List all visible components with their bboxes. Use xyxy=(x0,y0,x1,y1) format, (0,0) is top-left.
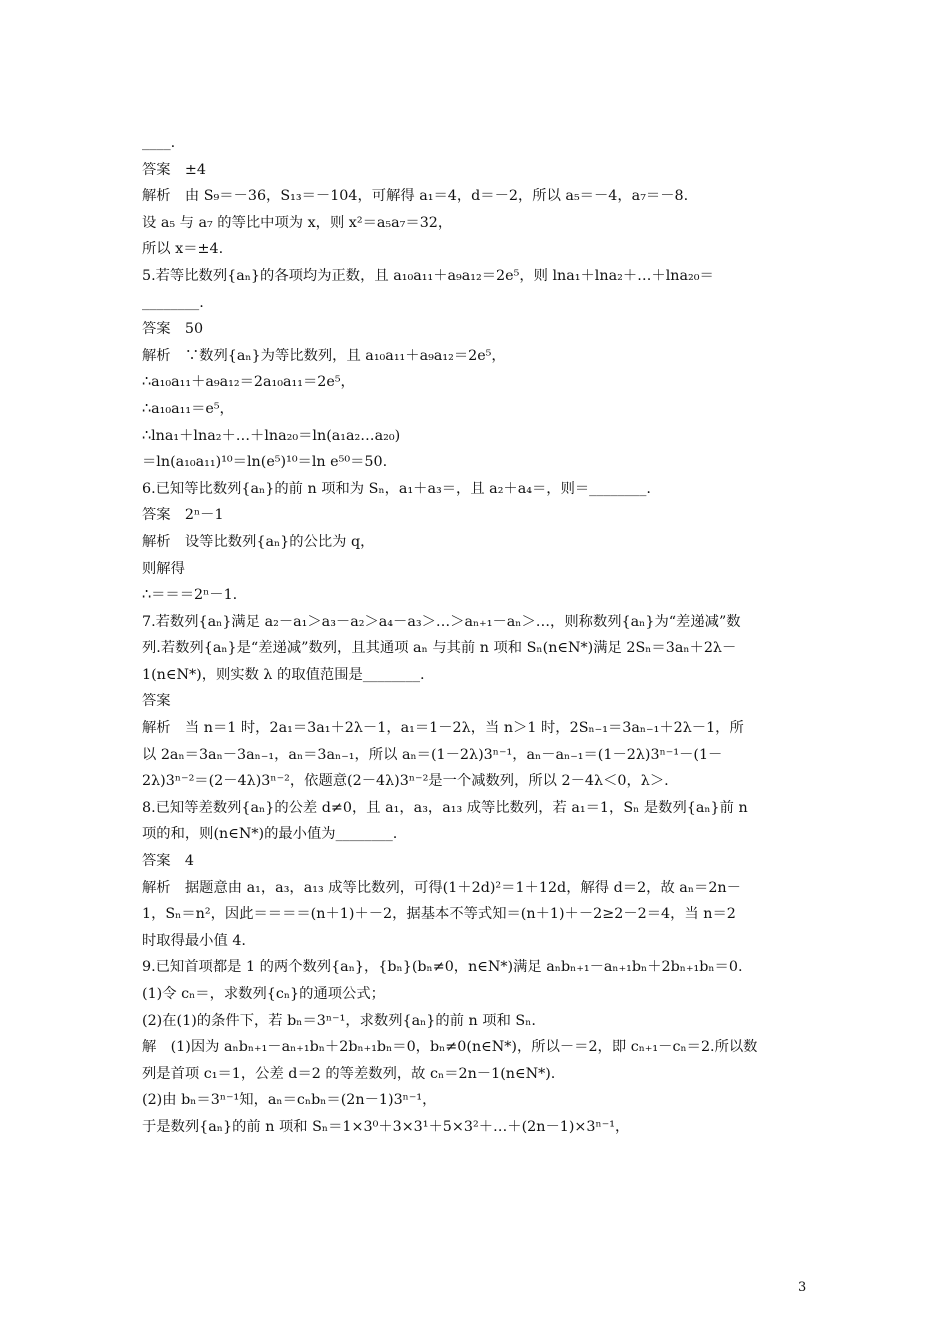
analysis-line: 解析 ∵数列{aₙ}为等比数列，且 a₁₀a₁₁＋a₉a₁₂＝2e⁵， xyxy=(142,347,506,364)
text-line: 于是数列{aₙ}的前 n 项和 Sₙ＝1×3⁰＋3×3¹＋5×3²＋…＋(2n－1)×3ⁿ⁻¹， xyxy=(142,1118,630,1135)
analysis-line: 解析 由 S₉＝－36，S₁₃＝－104，可解得 a₁＝4，d＝－2，所以 a₅＝－4，a₇＝－8. xyxy=(142,188,689,205)
text-line: ∴＝＝＝2ⁿ－1. xyxy=(142,587,238,604)
text-line: 以 2aₙ＝3aₙ－3aₙ₋₁，aₙ＝3aₙ₋₁，所以 aₙ＝(1－2λ)3ⁿ⁻¹，aₙ－aₙ₋₁＝(1－2λ)3ⁿ⁻¹－(1－ xyxy=(142,746,723,763)
text-line: (1)令 cₙ＝，求数列{cₙ}的通项公式； xyxy=(142,986,385,1002)
text-line: 1(n∈N*)，则实数 λ 的取值范围是________. xyxy=(142,666,425,683)
text-line: 列.若数列{aₙ}是“差递减”数列，且其通项 aₙ 与其前 n 项和 Sₙ(n∈N*)满足 2Sₙ＝3aₙ＋2λ－ xyxy=(142,640,737,657)
text-line: ＝ln(a₁₀a₁₁)¹⁰＝ln(e⁵)¹⁰＝ln e⁵⁰＝50. xyxy=(142,454,388,471)
solution-line: 解 (1)因为 aₙbₙ₊₁－aₙ₊₁bₙ＋2bₙ₊₁bₙ＝0，bₙ≠0(n∈N*)，所以－＝2，即 cₙ₊₁－cₙ＝2.所以数 xyxy=(142,1039,758,1056)
answer-line: 答案 4 xyxy=(142,853,194,870)
question-7: 7.若数列{aₙ}满足 a₂－a₁＞a₃－a₂＞a₄－a₃＞…＞aₙ₊₁－aₙ＞…，则称数列{aₙ}为“差递减”数 xyxy=(142,613,741,630)
text-line: ∴a₁₀a₁₁＋a₉a₁₂＝2a₁₀a₁₁＝2e⁵， xyxy=(142,374,355,391)
analysis-line: 解析 据题意由 a₁，a₃，a₁₃ 成等比数列，可得(1＋2d)²＝1＋12d，解得 d＝2，故 aₙ＝2n－ xyxy=(142,879,741,896)
question-5: 5.若等比数列{aₙ}的各项均为正数，且 a₁₀a₁₁＋a₉a₁₂＝2e⁵，则 lna₁＋lna₂＋…＋lna₂₀＝ xyxy=(142,267,714,284)
question-9: 9.已知首项都是 1 的两个数列{aₙ}，{bₙ}(bₙ≠0，n∈N*)满足 aₙbₙ₊₁－aₙ₊₁bₙ＋2bₙ₊₁bₙ＝0. xyxy=(142,959,743,976)
text-line: (2)在(1)的条件下，若 bₙ＝3ⁿ⁻¹，求数列{aₙ}的前 n 项和 Sₙ. xyxy=(142,1012,536,1029)
question-8: 8.已知等差数列{aₙ}的公差 d≠0，且 a₁，a₃，a₁₃ 成等比数列，若 a₁＝1，Sₙ 是数列{aₙ}前 n xyxy=(142,799,748,816)
analysis-line: 解析 当 n＝1 时，2a₁＝3a₁＋2λ－1，a₁＝1－2λ，当 n＞1 时，2Sₙ₋₁＝3aₙ₋₁＋2λ－1，所 xyxy=(142,720,744,737)
text-line: 2λ)3ⁿ⁻²＝(2－4λ)3ⁿ⁻²，依题意(2－4λ)3ⁿ⁻²是一个减数列，所以 2－4λ＜0，λ＞. xyxy=(142,773,669,790)
text-line: ∴a₁₀a₁₁＝e⁵， xyxy=(142,400,234,417)
text-line: 项的和，则(n∈N*)的最小值为________. xyxy=(142,826,398,843)
text-line: ____. xyxy=(142,135,176,151)
analysis-line: 解析 设等比数列{aₙ}的公比为 q， xyxy=(142,533,375,550)
text-line: (2)由 bₙ＝3ⁿ⁻¹知，aₙ＝cₙbₙ＝(2n－1)3ⁿ⁻¹， xyxy=(142,1092,437,1109)
text-line: 时取得最小值 4. xyxy=(142,932,246,949)
document-body xyxy=(142,130,812,1141)
text-line: 则解得 xyxy=(142,560,185,577)
text-line: 设 a₅ 与 a₇ 的等比中项为 x，则 x²＝a₅a₇＝32， xyxy=(142,214,453,231)
text-line: 1，Sₙ＝n²，因此＝＝＝＝(n＋1)＋－2，据基本不等式知＝(n＋1)＋－2≥2－2＝4，当 n＝2 xyxy=(142,906,736,923)
text-line: ∴lna₁＋lna₂＋…＋lna₂₀＝ln(a₁a₂…a₂₀) xyxy=(142,427,401,444)
text-line: 所以 x＝±4. xyxy=(142,241,224,258)
answer-line: 答案 ±4 xyxy=(142,161,206,178)
answer-line: 答案 xyxy=(142,693,171,710)
text-line: ________. xyxy=(142,294,204,311)
answer-line: 答案 50 xyxy=(142,321,204,338)
answer-line: 答案 2ⁿ－1 xyxy=(142,507,224,524)
text-line: 列是首项 c₁＝1，公差 d＝2 的等差数列，故 cₙ＝2n－1(n∈N*). xyxy=(142,1065,556,1082)
question-6: 6.已知等比数列{aₙ}的前 n 项和为 Sₙ，a₁＋a₃＝，且 a₂＋a₄＝，则＝________. xyxy=(142,480,651,497)
page-number: 3 xyxy=(798,1280,807,1295)
